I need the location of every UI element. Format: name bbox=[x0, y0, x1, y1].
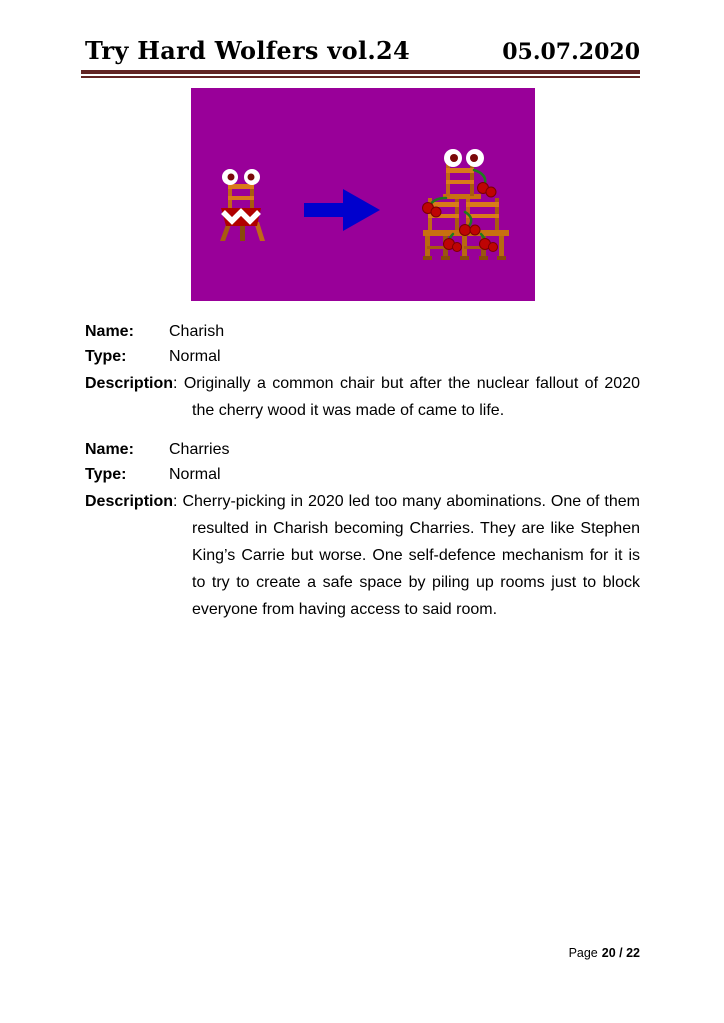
header-date: 05.07.2020 bbox=[502, 39, 640, 65]
header-title: Try Hard Wolfers vol.24 bbox=[85, 36, 411, 65]
name-value: Charish bbox=[169, 323, 225, 340]
description-paragraph bbox=[85, 370, 640, 424]
description-label: Description bbox=[85, 493, 174, 510]
content-area bbox=[85, 0, 640, 623]
type-row bbox=[85, 344, 640, 369]
pixel-art-canvas bbox=[191, 88, 535, 301]
description-text: Originally a common chair but after the nuclear fallout of 2020 the cherry wood it was made of came to life. bbox=[183, 375, 640, 419]
header-divider bbox=[81, 70, 640, 78]
type-row bbox=[85, 462, 640, 487]
name-row bbox=[85, 319, 640, 344]
footer-page-number: 20 / 22 bbox=[601, 946, 640, 960]
entries-list bbox=[85, 319, 640, 623]
arrow-right-icon bbox=[304, 189, 380, 231]
description-text: Cherry-picking in 2020 led too many abominations. One of them resulted in Charish becoming Charries. They are like Stephen King’s Carrie but worse. One self-defence mechanism for it is to try to create a safe space by piling up rooms just to block everyone from having access to said room. bbox=[182, 493, 641, 618]
type-label: Type: bbox=[85, 466, 127, 483]
figure-image bbox=[191, 88, 535, 301]
name-label: Name: bbox=[85, 323, 134, 340]
name-value: Charries bbox=[169, 441, 230, 458]
footer-page-label: Page bbox=[568, 946, 598, 960]
description-colon: : bbox=[173, 493, 183, 510]
page-header bbox=[85, 0, 640, 65]
entry-charries bbox=[85, 437, 640, 623]
type-value: Normal bbox=[169, 348, 221, 365]
name-label: Name: bbox=[85, 441, 134, 458]
charries-sprite bbox=[422, 149, 509, 260]
charish-eyes-icon bbox=[222, 169, 260, 185]
description-paragraph bbox=[85, 488, 640, 623]
description-label: Description bbox=[85, 375, 174, 392]
charries-eyes-icon bbox=[444, 149, 484, 167]
page-footer bbox=[569, 945, 640, 961]
name-row bbox=[85, 437, 640, 462]
description-colon: : bbox=[173, 375, 184, 392]
type-label: Type: bbox=[85, 348, 127, 365]
charish-sprite bbox=[220, 169, 265, 241]
type-value: Normal bbox=[169, 466, 221, 483]
entry-charish bbox=[85, 319, 640, 424]
